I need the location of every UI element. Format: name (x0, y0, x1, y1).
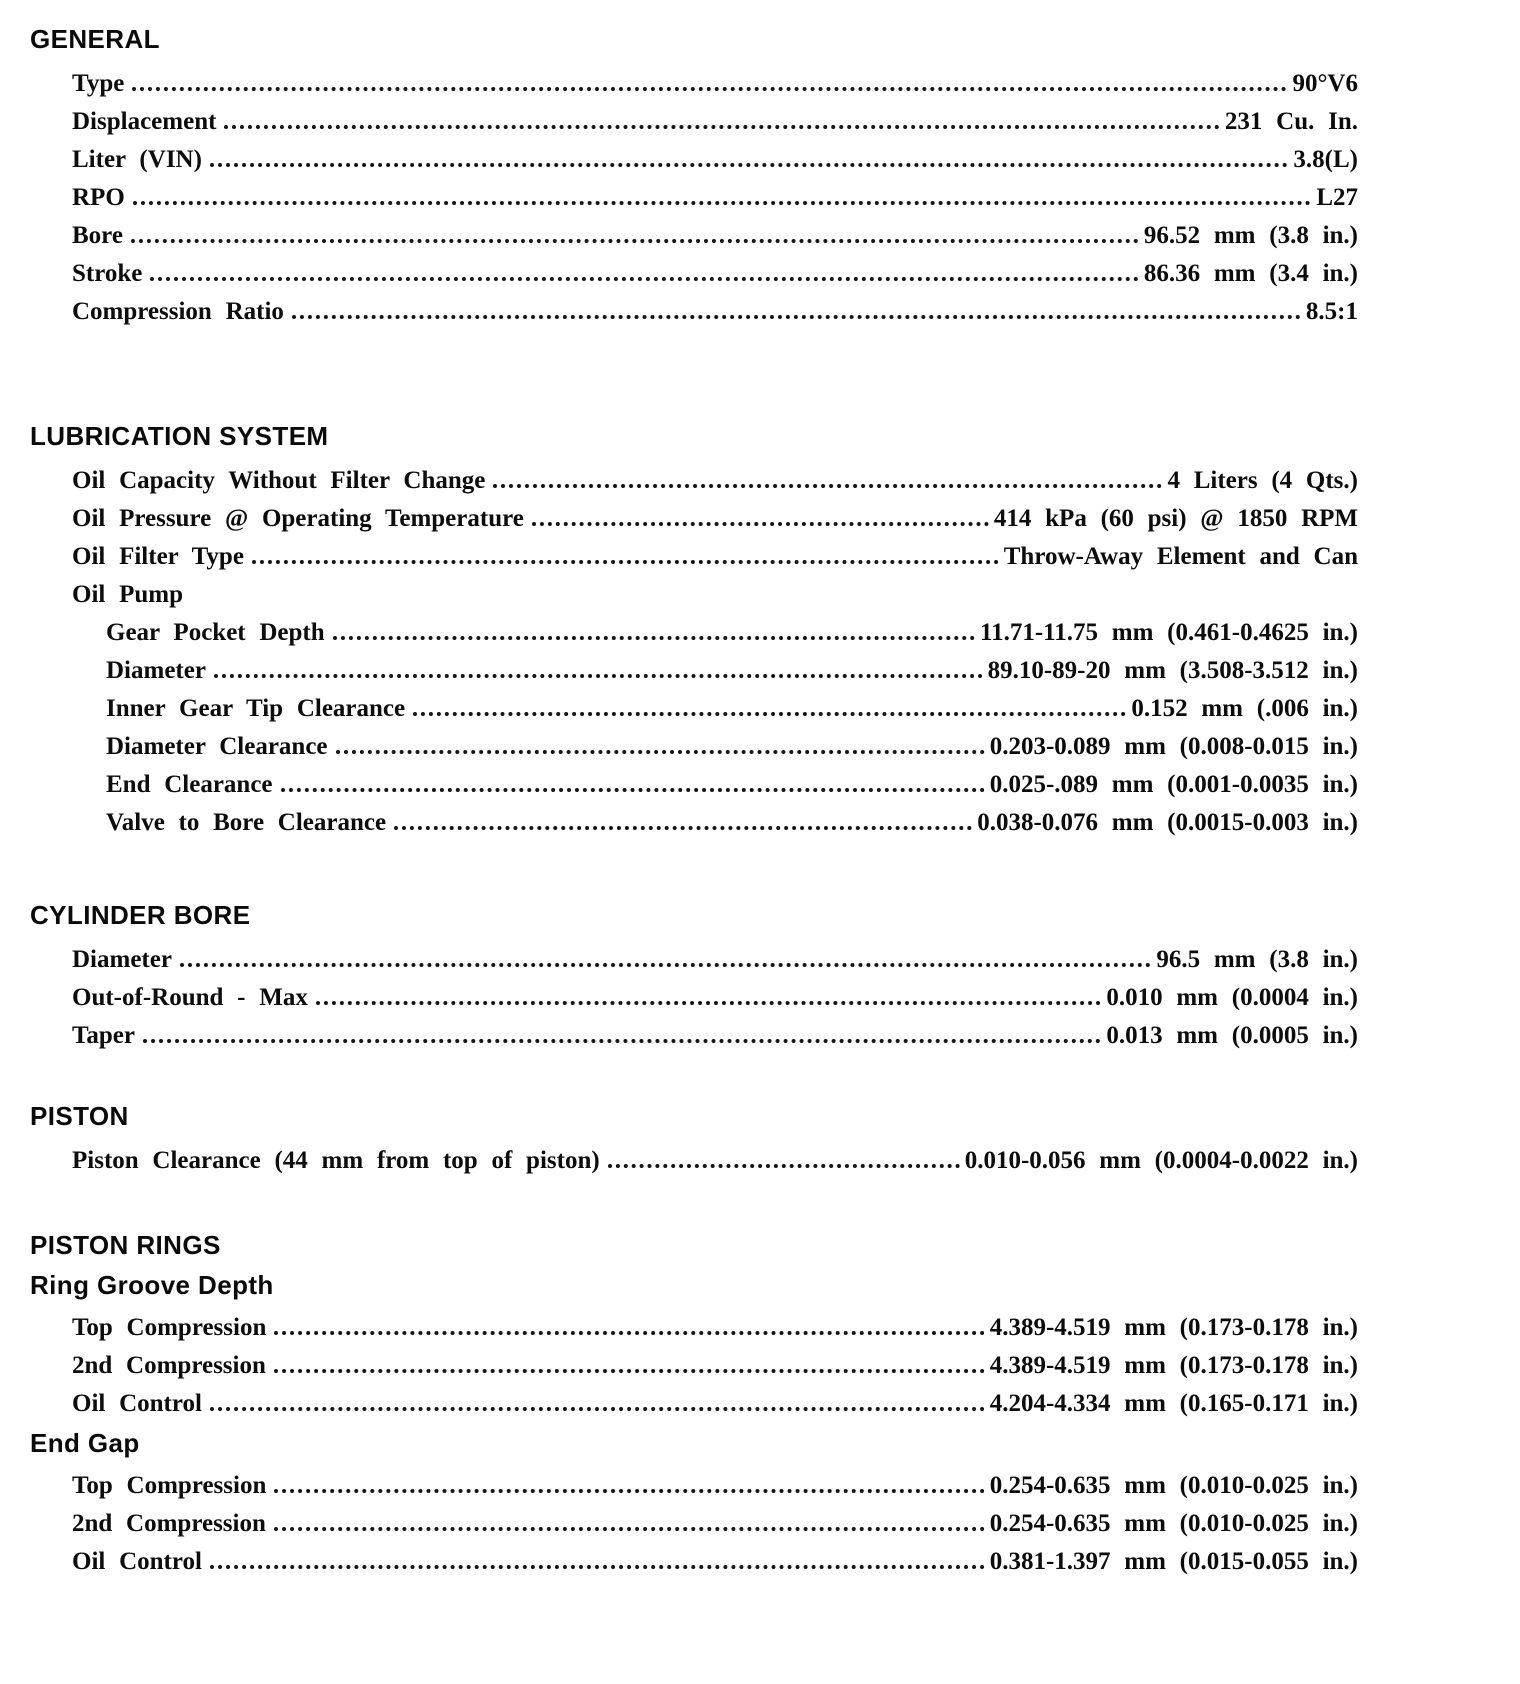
spec-label: Taper (72, 1022, 135, 1049)
spec-row (30, 70, 1358, 97)
spec-value: 96.5 mm (3.8 in.) (1156, 946, 1358, 973)
dot-leader (180, 962, 1151, 967)
dot-leader (608, 1163, 960, 1168)
spec-row (30, 298, 1358, 325)
spec-row (30, 984, 1358, 1011)
dot-leader (132, 86, 1287, 91)
spec-label: Stroke (72, 260, 143, 287)
spec-label: Diameter (106, 657, 206, 684)
spec-label: Inner Gear Tip Clearance (106, 695, 406, 722)
spec-label: Top Compression (72, 1472, 267, 1499)
spec-value: 11.71-11.75 mm (0.461-0.4625 in.) (979, 619, 1358, 646)
spec-label: Compression Ratio (72, 298, 284, 325)
spec-value: 0.010-0.056 mm (0.0004-0.0022 in.) (964, 1147, 1358, 1174)
spec-value: Throw-Away Element and Can (1003, 543, 1358, 570)
section-heading-piston-rings: PISTON RINGS (30, 1230, 221, 1260)
spec-value: 414 kPa (60 psi) @ 1850 RPM (993, 505, 1358, 532)
spec-label: Diameter Clearance (106, 733, 328, 760)
spec-label: Oil Pressure @ Operating Temperature (72, 505, 524, 532)
section-piston (30, 1101, 1358, 1174)
spec-value: 0.038-0.076 mm (0.0015-0.003 in.) (977, 809, 1358, 836)
spec-label: Oil Capacity Without Filter Change (72, 467, 486, 494)
spec-row (30, 1022, 1358, 1049)
spec-label: Type (72, 70, 125, 97)
spec-value: 0.013 mm (0.0005 in.) (1106, 1022, 1358, 1049)
spec-value: 4.389-4.519 mm (0.173-0.178 in.) (989, 1314, 1358, 1341)
spec-value: 4.389-4.519 mm (0.173-0.178 in.) (989, 1352, 1358, 1379)
spec-row (30, 1314, 1358, 1341)
dot-leader (336, 749, 985, 754)
spec-row (30, 222, 1358, 249)
subheading-ring-groove-depth: Ring Groove Depth (30, 1270, 274, 1300)
spec-value: 96.52 mm (3.8 in.) (1143, 222, 1358, 249)
spec-label: Piston Clearance (44 mm from top of piston) (72, 1147, 600, 1174)
dot-leader (413, 711, 1126, 716)
dot-leader (274, 1488, 984, 1493)
dot-leader (274, 1368, 985, 1373)
spec-row (30, 1548, 1358, 1575)
dot-leader (210, 1406, 985, 1411)
spec-label: Out-of-Round - Max (72, 984, 308, 1011)
spec-row (30, 467, 1358, 494)
section-cylinder-bore (30, 900, 1358, 1049)
spec-row (30, 946, 1358, 973)
section-piston-rings (30, 1230, 1358, 1575)
dot-leader (210, 1564, 985, 1569)
spec-value: 8.5:1 (1305, 298, 1358, 325)
dot-leader (532, 521, 989, 526)
dot-leader (274, 1330, 984, 1335)
spec-value: 0.254-0.635 mm (0.010-0.025 in.) (989, 1472, 1358, 1499)
spec-value: 0.254-0.635 mm (0.010-0.025 in.) (989, 1510, 1358, 1537)
dot-leader (133, 200, 1312, 205)
dot-leader (316, 1000, 1102, 1005)
dot-leader (394, 825, 972, 830)
spec-label: Top Compression (72, 1314, 267, 1341)
spec-label: Diameter (72, 946, 172, 973)
spec-row (30, 1390, 1358, 1417)
spec-label: Bore (72, 222, 123, 249)
spec-label: Liter (VIN) (72, 146, 202, 173)
spec-value: 89.10-89-20 mm (3.508-3.512 in.) (987, 657, 1358, 684)
spec-value: 0.152 mm (.006 in.) (1131, 695, 1358, 722)
section-lubrication-system (30, 421, 1358, 836)
spec-value: 90°V6 (1292, 70, 1358, 97)
section-heading-lubrication-system: LUBRICATION SYSTEM (30, 421, 329, 451)
subheading-end-gap: End Gap (30, 1428, 140, 1458)
spec-value: 0.010 mm (0.0004 in.) (1106, 984, 1358, 1011)
spec-row (30, 108, 1358, 135)
spec-label: End Clearance (106, 771, 273, 798)
spec-row (30, 1510, 1358, 1537)
spec-label: Oil Control (72, 1548, 202, 1575)
spec-row (30, 543, 1358, 570)
dot-leader (210, 162, 1288, 167)
spec-value: 0.381-1.397 mm (0.015-0.055 in.) (989, 1548, 1358, 1575)
spec-label: Oil Filter Type (72, 543, 244, 570)
spec-row (30, 771, 1358, 798)
dot-leader (292, 314, 1301, 319)
spec-row (30, 146, 1358, 173)
dot-leader (274, 1526, 985, 1531)
spec-label: 2nd Compression (72, 1510, 266, 1537)
dot-leader (131, 238, 1139, 243)
section-heading-piston: PISTON (30, 1101, 129, 1131)
spec-label: Displacement (72, 108, 217, 135)
dot-leader (214, 673, 983, 678)
spec-row (30, 809, 1358, 836)
spec-label: 2nd Compression (72, 1352, 266, 1379)
dot-leader (281, 787, 985, 792)
spec-value: 0.025-.089 mm (0.001-0.0035 in.) (989, 771, 1358, 798)
spec-row (30, 1147, 1358, 1174)
spec-row (30, 184, 1358, 211)
spec-label: Gear Pocket Depth (106, 619, 325, 646)
spec-row (30, 581, 1358, 608)
spec-row (30, 733, 1358, 760)
section-heading-cylinder-bore: CYLINDER BORE (30, 900, 251, 930)
spec-label: RPO (72, 184, 125, 211)
spec-value: 4.204-4.334 mm (0.165-0.171 in.) (989, 1390, 1358, 1417)
spec-value: 4 Liters (4 Qts.) (1167, 467, 1358, 494)
spec-value: 0.203-0.089 mm (0.008-0.015 in.) (989, 733, 1358, 760)
spec-row (30, 619, 1358, 646)
spec-row (30, 695, 1358, 722)
spec-value: 231 Cu. In. (1224, 108, 1358, 135)
section-general (30, 24, 1358, 325)
dot-leader (224, 124, 1219, 129)
spec-label: Oil Pump (72, 581, 183, 608)
spec-label: Valve to Bore Clearance (106, 809, 387, 836)
dot-leader (150, 276, 1138, 281)
spec-label: Oil Control (72, 1390, 202, 1417)
spec-row (30, 260, 1358, 287)
dot-leader (252, 559, 999, 564)
section-heading-general: GENERAL (30, 24, 160, 54)
dot-leader (493, 483, 1162, 488)
dot-leader (143, 1038, 1101, 1043)
spec-row (30, 1472, 1358, 1499)
spec-value: 86.36 mm (3.4 in.) (1143, 260, 1358, 287)
spec-row (30, 657, 1358, 684)
spec-row (30, 505, 1358, 532)
spec-value: L27 (1316, 184, 1358, 211)
dot-leader (333, 635, 975, 640)
spec-value: 3.8(L) (1293, 146, 1358, 173)
spec-row (30, 1352, 1358, 1379)
